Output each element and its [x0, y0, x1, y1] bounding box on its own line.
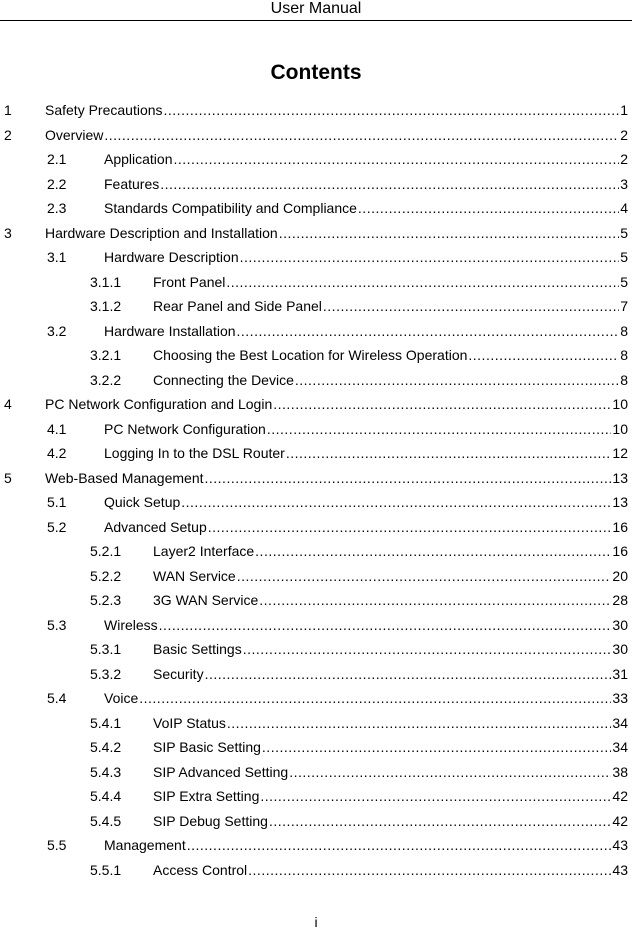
toc-entry-line [104, 172, 628, 196]
toc-entry-line [104, 147, 628, 171]
toc-entry[interactable] [0, 221, 632, 246]
toc-entry-title[interactable]: Features [104, 175, 160, 192]
toc-entry-line [104, 196, 628, 220]
toc-entry-number: 3.2 [47, 322, 67, 339]
toc-entry-line [45, 466, 628, 490]
toc-entry-page: 13 [612, 469, 628, 486]
toc-entry-title[interactable]: Basic Settings [153, 641, 242, 658]
page-number: i [314, 914, 318, 930]
toc-entry-number: 5.4.4 [90, 788, 122, 805]
toc-entry-page: 3 [620, 175, 628, 192]
dot-leader [160, 172, 619, 196]
toc-entry-title[interactable]: Layer2 Interface [153, 543, 255, 560]
toc-entry-line [104, 417, 628, 441]
dot-leader [248, 858, 611, 882]
toc-entry-page: 8 [620, 371, 628, 388]
toc-entry-page: 8 [620, 347, 628, 364]
toc-entry-number: 5.5.1 [90, 861, 122, 878]
toc-entry-title[interactable]: Web-Based Management [45, 469, 204, 486]
toc-entry-title[interactable]: VoIP Status [153, 714, 226, 731]
toc-entry-number: 1 [4, 102, 12, 118]
toc-entry-page: 33 [612, 690, 628, 707]
dot-leader [164, 98, 620, 122]
toc-entry[interactable] [0, 809, 632, 834]
toc-entry-page: 34 [612, 739, 628, 756]
page-header [0, 0, 632, 21]
toc-entry-title[interactable]: Overview [45, 126, 104, 143]
toc-entry[interactable] [0, 466, 632, 491]
toc-entry-page: 34 [612, 714, 628, 731]
toc-entry-line [45, 392, 628, 416]
toc-entry-line [104, 490, 628, 514]
toc-entry-page: 5 [620, 224, 628, 241]
toc-entry[interactable] [0, 392, 632, 417]
dot-leader [358, 196, 619, 220]
toc-entry[interactable] [0, 662, 632, 687]
toc-entry-number: 3 [4, 224, 12, 241]
dot-leader [243, 637, 612, 661]
toc-entry-line [45, 221, 628, 245]
toc-entry-title[interactable]: Quick Setup [104, 494, 181, 511]
toc-entry-page: 31 [612, 665, 628, 682]
toc-entry-number: 4.2 [47, 445, 67, 462]
toc-entry[interactable] [0, 172, 632, 197]
toc-entry-line [104, 833, 628, 857]
toc-entry-line [153, 784, 628, 808]
toc-entry-line [104, 319, 628, 343]
toc-entry-line [45, 123, 628, 147]
toc-entry-line [153, 270, 628, 294]
toc-entry-line [153, 809, 628, 833]
toc-entry-page: 10 [612, 396, 628, 413]
toc-entry-title[interactable]: SIP Debug Setting [153, 812, 268, 829]
dot-leader [208, 515, 612, 539]
toc-entry-line [104, 686, 628, 710]
toc-entry-number: 5.3 [47, 616, 67, 633]
toc-entry-number: 5.4.1 [90, 714, 122, 731]
toc-entry-title[interactable]: WAN Service [153, 567, 236, 584]
toc-entry-number: 5.4.3 [90, 763, 122, 780]
toc-entry-page: 38 [612, 763, 628, 780]
toc-entry-number: 3.1 [47, 249, 67, 266]
toc-entry-line [153, 368, 628, 392]
toc-entry-page: 10 [612, 420, 628, 437]
toc-entry-title[interactable]: Voice [104, 690, 139, 707]
toc-entry[interactable] [0, 294, 632, 319]
dot-leader [279, 221, 620, 245]
toc-entry[interactable] [0, 686, 632, 711]
dot-leader [159, 613, 612, 637]
toc-entry[interactable] [0, 490, 632, 515]
toc-entry-title[interactable]: Wireless [104, 616, 158, 633]
toc-entry-number: 5.5 [47, 837, 67, 854]
toc-entry-title[interactable]: Choosing the Best Location for Wireless Operation [153, 347, 468, 364]
toc-entry-title[interactable]: SIP Extra Setting [153, 788, 260, 805]
toc-entry[interactable] [0, 147, 632, 172]
toc-entry-number: 5.4.5 [90, 812, 122, 829]
dot-leader [237, 564, 612, 588]
dot-leader [205, 662, 612, 686]
toc-entry-title[interactable]: Hardware Description [104, 249, 239, 266]
toc-entry-line [153, 760, 628, 784]
toc-entry-page: 7 [620, 298, 628, 315]
dot-leader [226, 270, 619, 294]
toc-entry-page: 13 [612, 494, 628, 511]
dot-leader [260, 784, 611, 808]
dot-leader [187, 833, 612, 857]
dot-leader [255, 539, 611, 563]
contents-heading: Contents [270, 61, 362, 84]
dot-leader [323, 294, 619, 318]
toc-entry-page: 12 [612, 445, 628, 462]
toc-entry-page: 30 [612, 616, 628, 633]
toc-entry-page: 8 [620, 322, 628, 339]
toc-entry-number: 5.4.2 [90, 739, 122, 756]
toc-entry-number: 2.1 [47, 151, 67, 168]
toc-entry[interactable] [0, 760, 632, 785]
toc-entry-line [153, 539, 628, 563]
toc-entry-title[interactable]: Hardware Description and Installation [45, 224, 278, 241]
toc-entry-number: 2.3 [47, 200, 67, 217]
toc-entry[interactable] [0, 858, 632, 883]
toc-entry-title[interactable]: 3G WAN Service [153, 592, 259, 609]
dot-leader [267, 417, 612, 441]
toc-entry[interactable] [0, 319, 632, 344]
toc-entry-page: 28 [612, 592, 628, 609]
dot-leader [174, 147, 620, 171]
dot-leader [227, 711, 612, 735]
toc-entry-number: 5.2 [47, 518, 67, 535]
toc-entry[interactable] [0, 833, 632, 858]
dot-leader [273, 392, 611, 416]
toc-entry-number: 5.3.2 [90, 665, 122, 682]
toc-entry-page: 43 [612, 861, 628, 878]
toc-entry-title[interactable]: Connecting the Device [153, 371, 294, 388]
toc-entry-page: 5 [620, 249, 628, 266]
toc-entry-title[interactable]: Rear Panel and Side Panel [153, 298, 322, 315]
toc-entry[interactable] [0, 515, 632, 540]
toc-entry[interactable] [0, 441, 632, 466]
toc-entry-page: 2 [620, 151, 628, 168]
toc-entry-page: 2 [620, 126, 628, 143]
toc-entry-number: 5.2.2 [90, 567, 122, 584]
dot-leader [259, 588, 611, 612]
toc-entry-number: 3.2.2 [90, 371, 122, 388]
dot-leader [269, 809, 611, 833]
toc-entry-page: 1 [620, 102, 628, 118]
toc-entry[interactable] [0, 735, 632, 760]
toc-entry[interactable] [0, 270, 632, 295]
toc-entry-number: 5.3.1 [90, 641, 122, 658]
toc-entry[interactable] [0, 637, 632, 662]
toc-entry-number: 5.2.1 [90, 543, 122, 560]
toc-entry[interactable] [0, 539, 632, 564]
toc-entry-title[interactable]: Standards Compatibility and Compliance [104, 200, 357, 217]
toc-entry[interactable] [0, 343, 632, 368]
toc-entry-number: 5.2.3 [90, 592, 122, 609]
toc-entry-line [153, 588, 628, 612]
toc-entry-line [153, 662, 628, 686]
toc-entry-title[interactable]: Security [153, 665, 204, 682]
toc-entry-page: 42 [612, 812, 628, 829]
toc-entry[interactable] [0, 368, 632, 393]
toc-entry-line [104, 613, 628, 637]
header-title: User Manual [270, 0, 362, 17]
toc-entry-page: 4 [620, 200, 628, 217]
toc-entry[interactable] [0, 784, 632, 809]
toc-entry[interactable] [0, 196, 632, 221]
toc-entry-number: 4 [4, 396, 12, 413]
toc-entry-number: 3.2.1 [90, 347, 122, 364]
toc-entry-title[interactable]: SIP Basic Setting [153, 739, 261, 756]
toc-entry-page: 43 [612, 837, 628, 854]
toc-entry-line [45, 98, 628, 122]
toc-entry-page: 5 [620, 273, 628, 290]
dot-leader [139, 686, 611, 710]
toc-entry-line [104, 441, 628, 465]
toc-entry-number: 4.1 [47, 420, 67, 437]
toc-entry-line [153, 637, 628, 661]
toc-entry-title[interactable]: PC Network Configuration and Login [45, 396, 273, 413]
table-of-contents [0, 98, 632, 883]
toc-entry-page: 42 [612, 788, 628, 805]
toc-entry-title[interactable]: Management [104, 837, 186, 854]
toc-entry-page: 16 [612, 543, 628, 560]
toc-entry[interactable] [0, 417, 632, 442]
dot-leader [205, 466, 612, 490]
toc-entry-page: 16 [612, 518, 628, 535]
toc-entry-title[interactable]: Application [104, 151, 173, 168]
toc-entry-number: 3.1.1 [90, 273, 122, 290]
toc-entry[interactable] [0, 98, 632, 123]
dot-leader [286, 441, 612, 465]
toc-entry-title[interactable]: SIP Advanced Setting [153, 763, 289, 780]
toc-entry-number: 5 [4, 469, 12, 486]
dot-leader [468, 343, 619, 367]
toc-entry-number: 5.4 [47, 690, 67, 707]
toc-entry-title[interactable]: Safety Precautions [45, 102, 163, 118]
toc-entry-line [153, 294, 628, 318]
toc-entry-line [153, 735, 628, 759]
toc-entry-number: 3.1.2 [90, 298, 122, 315]
toc-entry-line [153, 343, 628, 367]
toc-entry-line [153, 564, 628, 588]
toc-entry-number: 2 [4, 126, 12, 143]
toc-entry-title[interactable]: Access Control [153, 861, 248, 878]
toc-entry-title[interactable]: Advanced Setup [104, 518, 207, 535]
toc-entry[interactable] [0, 613, 632, 638]
toc-entry-number: 2.2 [47, 175, 67, 192]
toc-entry-title[interactable]: Front Panel [153, 273, 226, 290]
dot-leader [289, 760, 611, 784]
dot-leader [181, 490, 611, 514]
toc-entry[interactable] [0, 711, 632, 736]
dot-leader [237, 319, 620, 343]
toc-entry[interactable] [0, 123, 632, 148]
toc-entry[interactable] [0, 245, 632, 270]
dot-leader [240, 245, 620, 269]
toc-entry-number: 5.1 [47, 494, 67, 511]
toc-entry-page: 20 [612, 567, 628, 584]
toc-entry-line [153, 858, 628, 882]
toc-entry-title[interactable]: Logging In to the DSL Router [104, 445, 285, 462]
dot-leader [104, 123, 619, 147]
toc-entry[interactable] [0, 588, 632, 613]
toc-entry[interactable] [0, 564, 632, 589]
dot-leader [262, 735, 612, 759]
dot-leader [295, 368, 619, 392]
toc-entry-line [104, 245, 628, 269]
toc-entry-title[interactable]: Hardware Installation [104, 322, 236, 339]
toc-entry-line [104, 515, 628, 539]
toc-entry-title[interactable]: PC Network Configuration [104, 420, 266, 437]
toc-entry-page: 30 [612, 641, 628, 658]
toc-entry-line [153, 711, 628, 735]
